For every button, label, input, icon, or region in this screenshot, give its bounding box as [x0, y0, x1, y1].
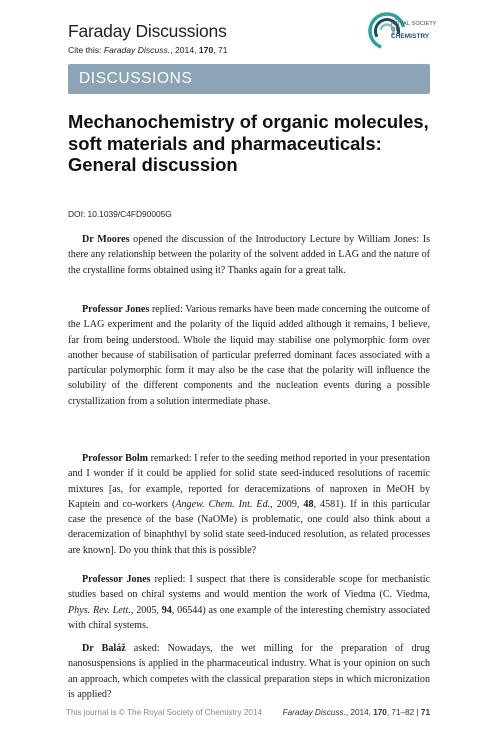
reference-journal: Angew. Chem. Int. Ed. [175, 498, 271, 510]
speaker-name: Professor Jones [82, 574, 151, 585]
speaker-name: Professor Jones [82, 304, 150, 315]
discussion-paragraph [68, 451, 430, 558]
section-banner-label: DISCUSSIONS [79, 70, 193, 87]
citation-line [68, 45, 228, 55]
footer-journal: Faraday Discuss. [282, 708, 346, 717]
footer-citation [283, 708, 430, 717]
rsc-logo-text [391, 21, 437, 40]
cite-year: , 2014, [170, 45, 199, 55]
paragraph-text: , 4581). If in this particular case the presence of the base (NaOMe) is problematic, one could also think about a deracemization of binaphthyl by solid state seed-induced resolution, as related processes are known]. Do you think that this is possible? [68, 498, 430, 556]
paragraph-text: , 06544) as one example of the interesting chemistry associated with chiral systems. [68, 604, 430, 631]
footer-pages: , 71–82 [386, 708, 415, 717]
reference-volume: 94 [161, 604, 172, 616]
footer-year: , 2014, [345, 708, 374, 717]
discussion-paragraph [68, 232, 430, 278]
discussion-paragraph [68, 572, 430, 633]
paragraph-text: replied: I suspect that there is considerable scope for mechanistic studies based on chiral systems and would mention the work of Viedma (C. Viedma, [68, 574, 430, 601]
paragraph-text: asked: Nowadays, the wet milling for the preparation of drug nanosuspensions is applied in the pharmaceutical industry. What is your opinion on such an approach, which competes with the classical preparation steps in which micronization is applied? [68, 643, 430, 700]
rsc-logo-line1: ROYAL SOCIETY [391, 21, 437, 27]
journal-title: Faraday Discussions [68, 21, 227, 41]
reference-year: , 2009, [270, 498, 304, 510]
reference-volume: 48 [303, 498, 314, 510]
speaker-name: Dr Moores [82, 234, 130, 245]
cite-journal: Faraday Discuss. [103, 45, 171, 55]
copyright-notice: This journal is © The Royal Society of Chemistry 2014 [66, 708, 263, 717]
reference-journal: Phys. Rev. Lett. [68, 604, 131, 616]
footer-volume: 170 [373, 708, 387, 717]
section-banner [68, 64, 430, 94]
article-title: Mechanochemistry of organic molecules, soft materials and pharmaceuticals: General discussion [68, 111, 429, 175]
paragraph-text: remarked: I refer to the seeding method reported in your presentation and I wonder if it could be applied for solid state seed-induced resolutions of racemic mixtures [as, for example, reported for deracemizations of naproxen in MeOH by Kaptein and co-workers ( [68, 453, 430, 510]
footer-separator: | [414, 708, 421, 717]
cite-pages: , 71 [213, 45, 228, 55]
reference-year: , 2005, [130, 604, 162, 616]
rsc-logo-line2: OF [391, 27, 399, 34]
paragraph-text: replied: Various remarks have been made concerning the outcome of the LAG experiment and the polarity of the liquid added although it remains, I believe, far from being understood. Whole the liquid may stabilise one polymorphic form over another because of stabilisation of particular preferred dominant faces associated with a particular polymorphic form it may also be the case that the polarity will influence the solubility of the different components and the nucleation events during a possible crystallization from a solution intermediate phase. [68, 304, 430, 407]
discussion-paragraph [68, 641, 430, 702]
paragraph-text: opened the discussion of the Introductory Lecture by William Jones: Is there any relationship between the polarity of the solvent added in LAG and the nature of the crystalline forms obtained using it? Thanks again for a great talk. [68, 234, 431, 276]
rsc-logo [367, 11, 437, 51]
doi-line: DOI: 10.1039/C4FD90005G [68, 209, 172, 219]
cite-volume: 170 [198, 45, 214, 55]
page-number: 71 [420, 708, 430, 717]
rsc-logo-line3: CHEMISTRY [391, 32, 430, 40]
page-footer [0, 708, 500, 722]
cite-label: Cite this: [68, 45, 102, 55]
discussion-paragraph [68, 302, 430, 409]
speaker-name: Dr Baláž [82, 643, 126, 654]
speaker-name: Professor Bolm [82, 453, 149, 464]
